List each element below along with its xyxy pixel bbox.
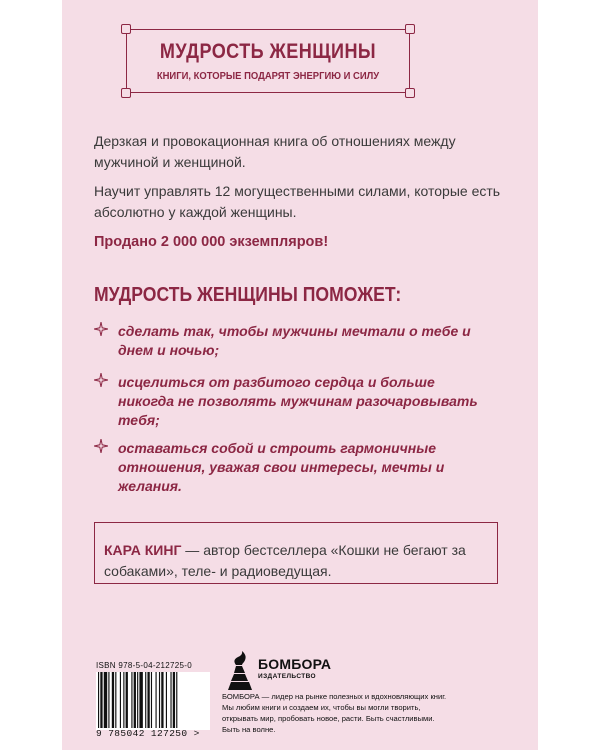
barcode-digits: 9 785042 127250 > [96, 728, 200, 739]
barcode-bar [126, 672, 128, 728]
barcode-bar [173, 672, 175, 728]
frame-corner-ornament [121, 88, 131, 98]
barcode-bar [100, 672, 102, 728]
barcode-bar [139, 672, 142, 728]
sparkle-icon [94, 439, 108, 453]
barcode [96, 672, 210, 730]
barcode-bar [147, 672, 149, 728]
barcode-bar [98, 672, 99, 728]
barcode-bar [156, 672, 157, 728]
sparkle-icon [94, 322, 108, 336]
series-subtitle: КНИГИ, КОТОРЫЕ ПОДАРЯТ ЭНЕРГИЮ И СИЛУ [156, 70, 380, 82]
barcode-bar [112, 672, 114, 728]
intro-paragraph-1: Дерзкая и провокационная книга об отношениях между мужчиной и женщиной. [94, 133, 456, 170]
publisher-name: БОМБОРА [258, 656, 332, 672]
barcode-bar [166, 672, 167, 728]
barcode-bar [104, 672, 107, 728]
barcode-bar [159, 672, 160, 728]
barcode-bar [134, 672, 136, 728]
series-frame [126, 29, 410, 93]
publisher-description: БОМБОРА — лидер на рынке полезных и вдохновляющих книг. Мы любим книги и создаем их, чтобы вы могли творить, открывать мир, пробовать новое, расти. Быть счастливыми. Быть на волне. [222, 692, 447, 734]
isbn-label: ISBN 978-5-04-212725-0 [96, 661, 192, 670]
list-item-text: исцелиться от разбитого сердца и больше никогда не позволять мужчинам разочаровывать тебя; [118, 374, 478, 428]
author-name: КАРА КИНГ [104, 542, 182, 558]
frame-corner-ornament [405, 88, 415, 98]
barcode-bar [131, 672, 132, 728]
barcode-bar [176, 672, 177, 728]
barcode-bar [137, 672, 138, 728]
list-item-text: оставаться собой и строить гармоничные отношения, уважая свои интересы, мечты и желания. [118, 440, 445, 494]
publisher-subtitle: ИЗДАТЕЛЬСТВО [258, 673, 317, 680]
barcode-bar [115, 672, 116, 728]
barcode-bar [108, 672, 109, 728]
barcode-bar [170, 672, 171, 728]
author-bio [104, 540, 484, 582]
help-heading: МУДРОСТЬ ЖЕНЩИНЫ ПОМОЖЕТ: [94, 284, 402, 306]
list-item-text: сделать так, чтобы мужчины мечтали о тебе и днем и ночью; [118, 323, 471, 358]
frame-corner-ornament [405, 24, 415, 34]
barcode-bar [120, 672, 121, 728]
barcode-bar [151, 672, 152, 728]
sparkle-icon [94, 373, 108, 387]
publisher-logo-icon [222, 650, 258, 692]
barcode-bar [123, 672, 124, 728]
barcode-bar [161, 672, 163, 728]
series-title: МУДРОСТЬ ЖЕНЩИНЫ [159, 40, 377, 63]
frame-corner-ornament [121, 24, 131, 34]
intro-paragraph-2: Научит управлять 12 могущественными силами, которые есть абсолютно у каждой женщины. [94, 183, 501, 220]
author-description: — автор бестселлера «Кошки не бегают за собаками», теле- и радиоведущая. [104, 542, 466, 579]
barcode-bar [145, 672, 146, 728]
sold-copies: Продано 2 000 000 экземпляров! [94, 234, 329, 250]
